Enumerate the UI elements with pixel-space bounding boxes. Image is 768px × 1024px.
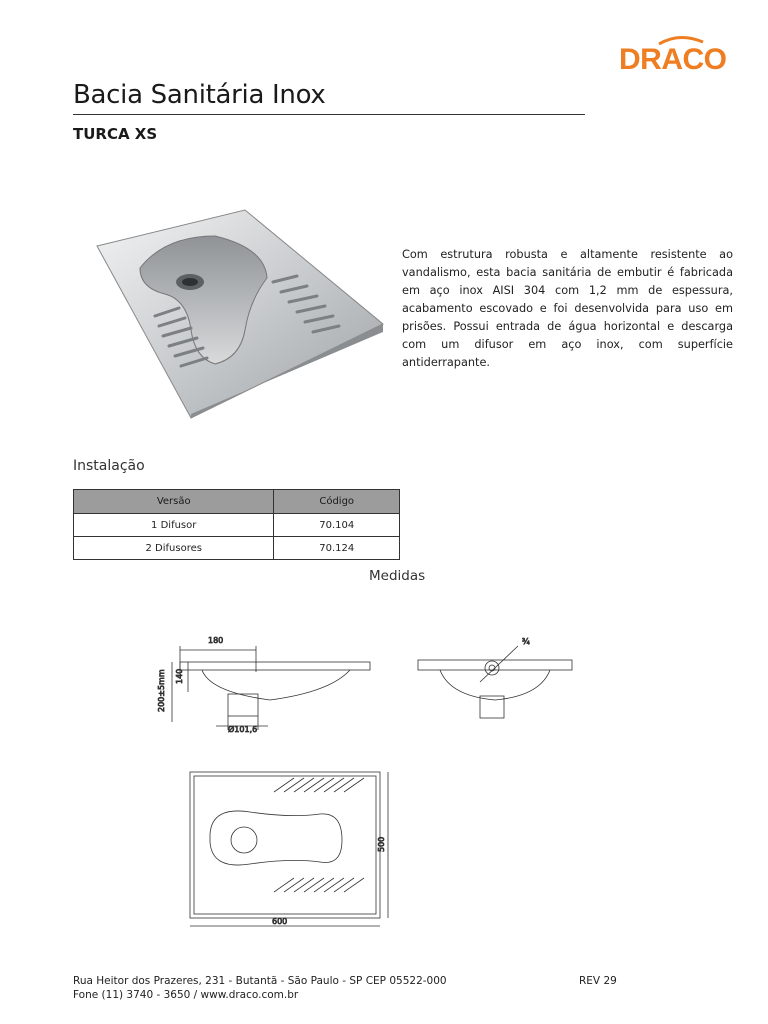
table-row: [74, 514, 400, 537]
dim-plan-height: 500: [377, 836, 386, 852]
product-model: TURCA XS: [73, 125, 158, 143]
brand-logo: [619, 34, 733, 84]
installation-table: [73, 489, 400, 560]
measures-heading: Medidas: [369, 568, 426, 584]
table-header-row: [74, 490, 400, 514]
product-description: Com estrutura robusta e altamente resistente ao vandalismo, esta bacia sanitária de embutir é fabricada em aço inox AISI 304 com 1,2 mm de espessura, acabamento escovado e foi desenvolvida para uso em prisões. Possui entrada de água horizontal e descarga com um difusor em aço inox, com superfície antiderrapante.: [402, 248, 733, 369]
dim-diameter: Ø101,6: [228, 725, 258, 734]
technical-drawing: [150, 626, 590, 942]
dim-plan-width: 600: [272, 917, 288, 926]
side-view-drawing: [172, 646, 370, 730]
table-cell: 70.124: [274, 537, 400, 560]
column-header-code: Código: [274, 490, 400, 514]
installation-heading: Instalação: [73, 458, 145, 474]
column-header-version: Versão: [74, 490, 274, 514]
table-row: [74, 537, 400, 560]
dim-thread: ¾: [522, 637, 530, 646]
table-cell: 1 Difusor: [74, 514, 274, 537]
logo-text: DRACO: [619, 43, 727, 76]
front-view-drawing: [418, 646, 572, 718]
plan-view-drawing: [190, 772, 388, 926]
footer-contact: Fone (11) 3740 - 3650 / www.draco.com.br: [73, 989, 299, 1001]
product-photo: [95, 208, 385, 420]
dim-width-top: 180: [208, 636, 224, 645]
dim-depth: 140: [175, 668, 184, 684]
revision-label: REV 29: [579, 975, 617, 987]
dim-height-total: 200±5mm: [157, 669, 166, 712]
table-cell: 70.104: [274, 514, 400, 537]
page-title: Bacia Sanitária Inox: [73, 80, 326, 110]
table-cell: 2 Difusores: [74, 537, 274, 560]
footer-address: Rua Heitor dos Prazeres, 231 - Butantã - São Paulo - SP CEP 05522-000: [73, 975, 447, 987]
footer: [73, 974, 633, 1002]
title-divider: [73, 114, 585, 115]
